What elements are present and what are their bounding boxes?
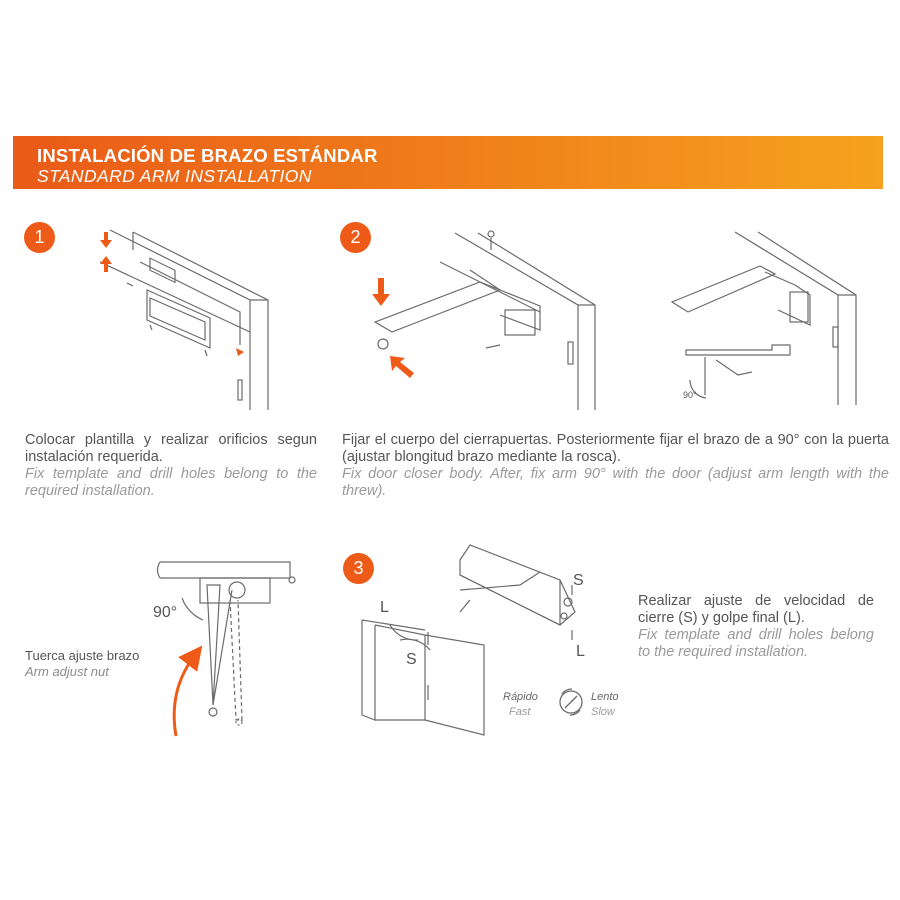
door-label-s: S — [406, 651, 417, 668]
closer-label-l: L — [576, 643, 585, 660]
title-spanish: INSTALACIÓN DE BRAZO ESTÁNDAR — [37, 145, 378, 166]
step-2-text-en: Fix door closer body. After, fix arm 90° with the door (adjust arm length with the threw). — [342, 466, 889, 499]
slow-label-es: Lento — [591, 691, 619, 703]
fast-label-es: Rápido — [503, 691, 538, 703]
step-3-text-es: Realizar ajuste de velocidad de cierre (S) y golpe final (L). — [638, 593, 874, 626]
step-1-text-en: Fix template and drill holes belong to the required installation. — [25, 466, 317, 499]
nut-arrow — [174, 655, 195, 736]
speed-dial-icon — [560, 689, 582, 715]
step-1-drawing — [100, 230, 268, 410]
step-1-arrows — [100, 232, 244, 356]
step-1-text — [25, 432, 317, 500]
arm-nut-label — [25, 648, 175, 680]
step-3-door-drawing — [362, 620, 484, 735]
step-3-text — [638, 593, 874, 661]
step-2-left-drawing — [375, 231, 595, 410]
arm-nut-label-es: Tuerca ajuste brazo — [25, 648, 140, 663]
arm-detail-angle-label: 90° — [153, 604, 178, 621]
step-3-closer-drawing — [460, 545, 575, 640]
title-english: STANDARD ARM INSTALLATION — [37, 166, 312, 186]
step-2-text — [342, 432, 889, 500]
closer-label-s: S — [573, 572, 584, 589]
door-label-l: L — [380, 599, 389, 616]
fast-label-en: Fast — [509, 706, 531, 718]
arm-nut-label-en: Arm adjust nut — [25, 664, 109, 679]
slow-label-en: Slow — [591, 706, 615, 718]
step-2-text-es: Fijar el cuerpo del cierrapuertas. Posteriormente fijar el brazo de a 90° con la puerta (ajustar blongitud brazo mediante la rosca). — [342, 432, 889, 465]
step-2-angle-label: 90° — [683, 390, 697, 400]
step-2-arrows — [372, 278, 414, 378]
arm-detail-drawing — [158, 562, 296, 725]
step-3-badge: 3 — [343, 553, 374, 584]
step-2-badge: 2 — [340, 222, 371, 253]
step-1-badge: 1 — [24, 222, 55, 253]
step-1-text-es: Colocar plantilla y realizar orificios segun instalación requerida. — [25, 432, 317, 465]
step-2-right-drawing — [672, 232, 856, 405]
step-3-text-en: Fix template and drill holes belong to the required installation. — [638, 627, 874, 660]
